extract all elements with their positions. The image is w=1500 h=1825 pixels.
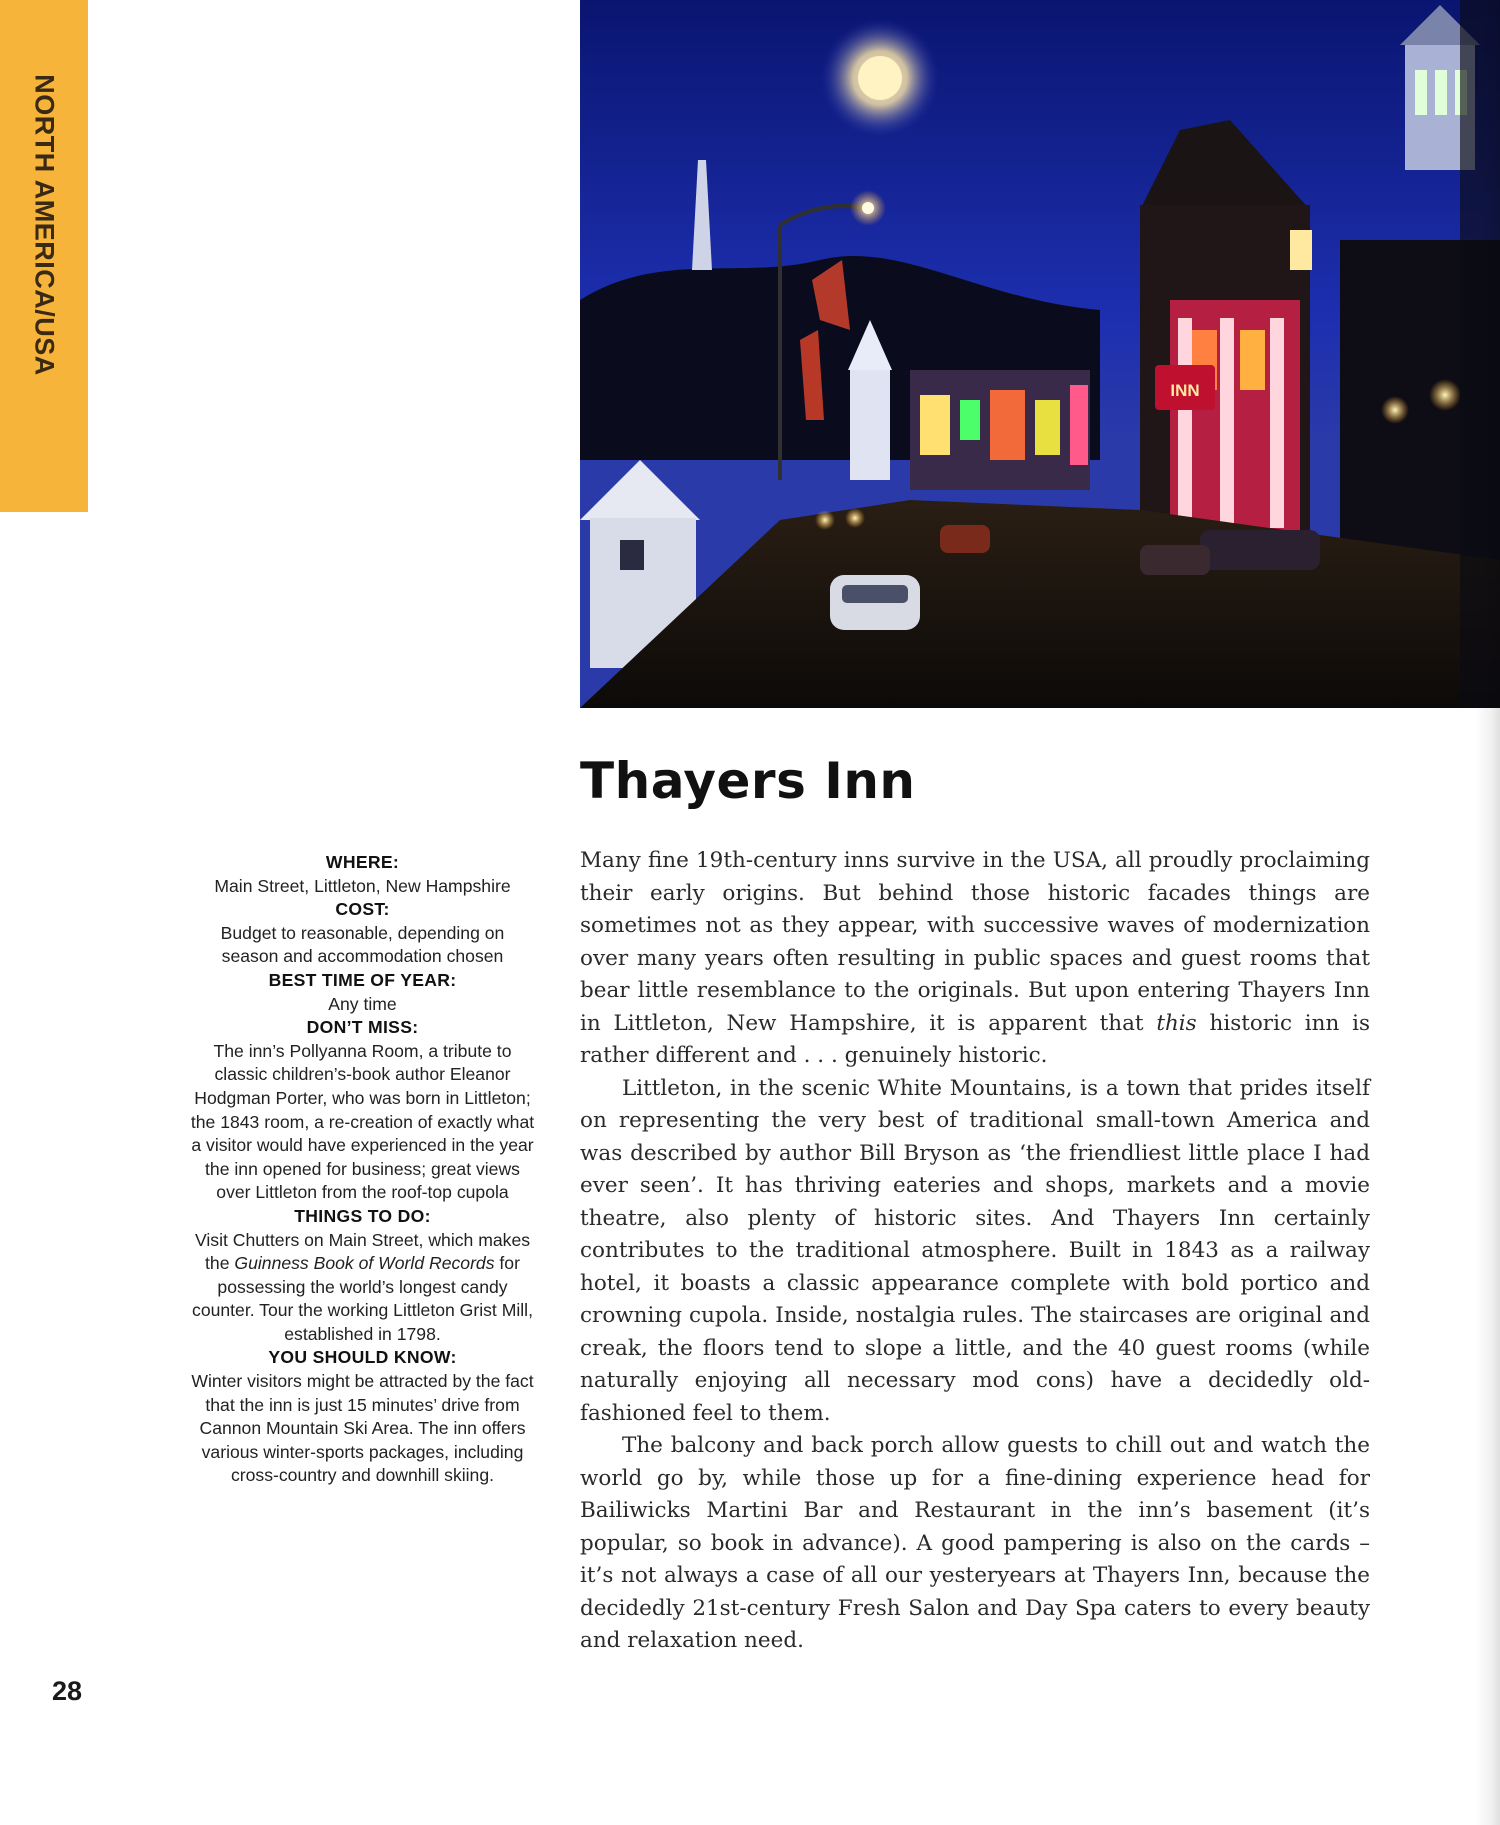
article-body (580, 845, 1370, 1658)
article-paragraph-2: Littleton, in the scenic White Mountains, is a town that prides itself on representing the very best of traditional small-town America and was described by author Bill Bryson as ‘the friendliest little place I had ever seen’. It has thriving eateries and shops, markets and a movie theatre, also plenty of historic sites. And Thayers Inn certainly contributes to the traditional atmosphere. Built in 1843 as a railway hotel, it boasts a classic appearance complete with bold portico and crowning cupola. Inside, nostalgia rules. The staircases are original and creak, the floors tend to slope a little, and the 40 guest rooms (while naturally enjoying all necessary mod cons) have a decidedly old-fashioned feel to them. (580, 1075, 1370, 1426)
cost-heading: COST: (335, 899, 390, 920)
article-title: Thayers Inn (580, 752, 916, 810)
cost-text: Budget to reasonable, depending on season and accommodation chosen (220, 922, 505, 967)
section-tab (0, 0, 88, 512)
where-heading: WHERE: (325, 852, 400, 872)
section-tab-label: NORTH AMERICA/USA (29, 74, 60, 376)
paragraph-1-text-a: Many fine 19th-century inns survive in the USA, all proudly proclaiming their early origins. But behind those historic facades things are sometimes not as they appear, with successive waves of modernization over many years often resulting in public spaces and guest rooms that bear little resemblance to the originals. But upon entering Thayers Inn in Littleton, New Hampshire, it is apparent that (580, 848, 1370, 1036)
things-to-do-heading: THINGS TO DO: (294, 1205, 431, 1226)
dont-miss-text: The inn’s Pollyanna Room, a tribute to classic children’s-book author Eleanor Hodgman Porter, who was born in Littleton; the 1843 room, a re-creation of exactly what a visitor would have experienced in the year the inn opened for business; great views over Littleton from the roof-top cupola (190, 1040, 535, 1203)
you-should-know-heading: YOU SHOULD KNOW: (268, 1347, 457, 1368)
page-number: 28 (52, 1676, 83, 1706)
things-text-emphasis: Guinness Book of World Records (234, 1253, 495, 1274)
paragraph-1-text-b: historic inn is rather different and . . . genuinely historic. (580, 1010, 1370, 1068)
night-street-illustration (580, 0, 1500, 708)
best-time-text: Any time (328, 993, 397, 1014)
best-time-heading: BEST TIME OF YEAR: (268, 969, 457, 990)
main-street-photo (580, 0, 1500, 708)
paragraph-1-emphasis: this (1156, 1010, 1197, 1036)
things-to-do-text (190, 1229, 535, 1347)
fact-sidebar (190, 851, 535, 1488)
inn-sign-text: INN (1170, 381, 1200, 400)
dont-miss-heading: DON’T MISS: (306, 1017, 419, 1038)
where-text: Main Street, Littleton, New Hampshire (214, 875, 511, 896)
article-paragraph-1 (580, 845, 1370, 1073)
article-paragraph-3: The balcony and back porch allow guests to chill out and watch the world go by, while those up for a fine-dining experience head for Bailiwicks Martini Bar and Restaurant in the inn’s basement (it’s popular, so book in advance). A good pampering is also on the cards – it’s not always a case of all our yesteryears at Thayers Inn, because the decidedly 21st-century Fresh Salon and Day Spa caters to every beauty and relaxation need. (580, 1433, 1370, 1653)
things-text-a: Visit Chutters on Main Street, which makes the (194, 1229, 531, 1274)
you-should-know-text: Winter visitors might be attracted by the fact that the inn is just 15 minutes’ drive from Cannon Mountain Ski Area. The inn offers various winter-sports packages, including cross-country and downhill skiing. (191, 1371, 534, 1486)
page-gutter-shadow (1475, 0, 1500, 1825)
things-text-b: for possessing the world’s longest candy counter. Tour the working Littleton Grist Mill, established in 1798. (192, 1253, 533, 1344)
